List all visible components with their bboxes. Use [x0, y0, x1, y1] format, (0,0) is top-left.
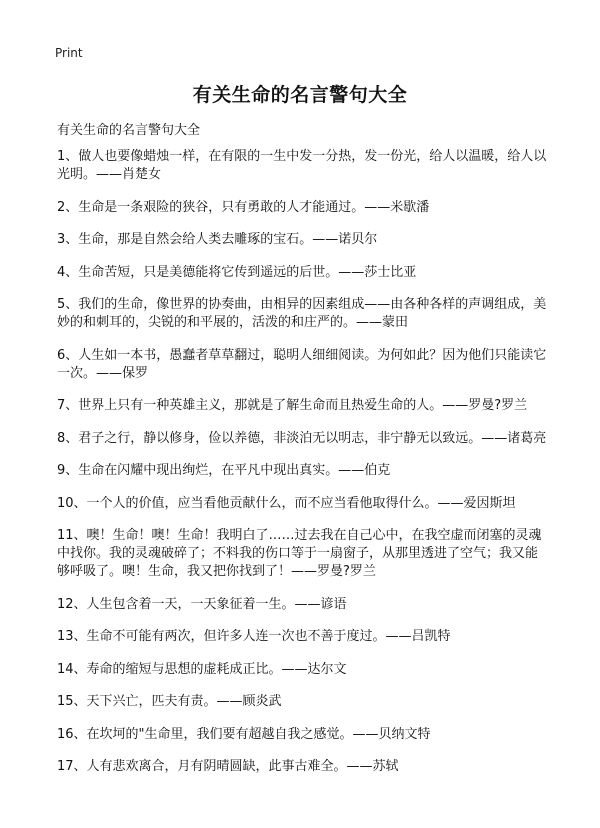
quote-list	[57, 148, 547, 791]
quote-item: 12、人生包含着一天，一天象征着一生。——谚语	[57, 596, 347, 612]
quote-item: 15、天下兴亡，匹夫有责。——顾炎武	[57, 694, 282, 709]
quote-item: 13、生命不可能有两次，但许多人连一次也不善于度过。——吕凯特	[57, 629, 451, 644]
quote-item: 3、生命，那是自然会给人类去雕琢的宝石。——诺贝尔	[57, 232, 378, 247]
quote-item: 7、世界上只有一种英雄主义，那就是了解生命而且热爱生命的人。——罗曼?罗兰	[57, 398, 528, 413]
quote-item: 8、君子之行，静以修身，俭以养德，非淡泊无以明志，非宁静无以致远。——诸葛亮	[57, 430, 547, 446]
page-title: 有关生命的名言警句大全	[192, 84, 408, 106]
quote-item: 10、一个人的价值，应当看他贡献什么，而不应当看他取得什么。——爱因斯坦	[57, 495, 516, 511]
quote-item: 16、在坎坷的"生命里，我们要有超越自我之感觉。——贝纳文特	[57, 726, 431, 742]
print-link[interactable]: Print	[55, 46, 83, 60]
quote-item: 1、做人也要像蜡烛一样，在有限的一生中发一分热，发一份光，给人以温暖，给人以光明。——肖楚女	[57, 149, 547, 182]
quote-item: 11、噢！生命！噢！生命！我明白了……过去我在自己心中，在我空虚而闭塞的灵魂中找你。我的灵魂破碎了；不料我的伤口等于一扇窗子，从那里透进了空气；我又能够呼吸了。噢！生命，我又把你找到了！——罗曼?罗兰	[57, 528, 542, 579]
document-subtitle: 有关生命的名言警句大全	[57, 123, 201, 138]
quote-item: 4、生命苦短，只是美德能将它传到遥远的后世。——莎士比亚	[57, 264, 417, 280]
quote-item: 6、人生如一本书，愚蠢者草草翻过，聪明人细细阅读。为何如此？因为他们只能读它一次。——保罗	[57, 347, 547, 381]
quote-item: 14、寿命的缩短与思想的虚耗成正比。——达尔文	[57, 661, 347, 677]
quote-item: 17、人有悲欢离合，月有阴晴圆缺，此事古难全。——苏轼	[57, 759, 399, 774]
quote-item: 5、我们的生命，像世界的协奏曲，由相异的因素组成——由各种各样的声调组成，美妙的和刺耳的，尖锐的和平展的，活泼的和庄严的。——蒙田	[57, 297, 547, 330]
quote-item: 9、生命在闪耀中现出绚烂，在平凡中现出真实。——伯克	[57, 463, 391, 478]
quote-item: 2、生命是一条艰险的狭谷，只有勇敢的人才能通过。——米歇潘	[57, 199, 430, 215]
